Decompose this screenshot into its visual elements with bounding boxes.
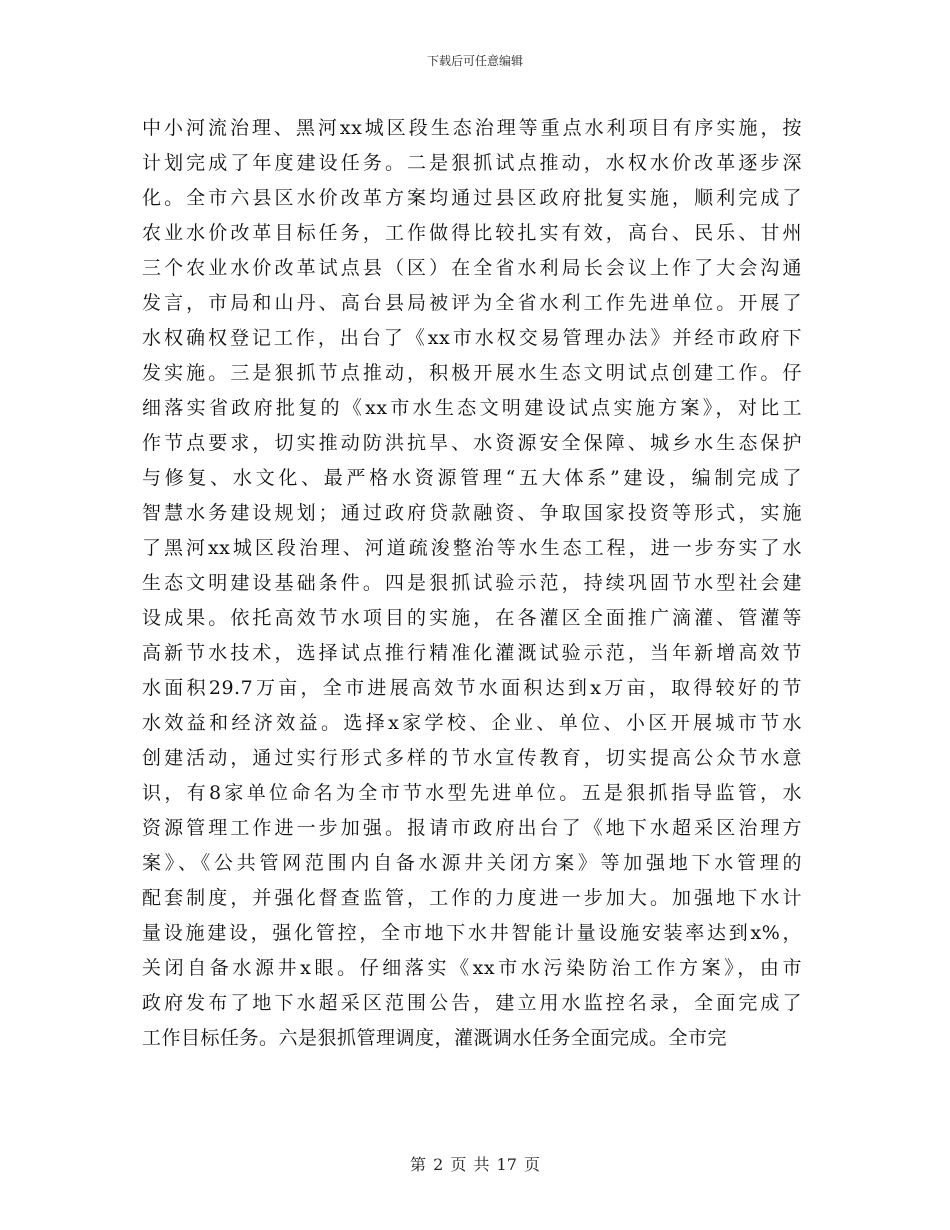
body-text-line: 化。全市六县区水价改革方案均通过县区政府批复实施，顺利完成了 [142,187,802,209]
body-text-line: 案》、《公共管网范围内自备水源井关闭方案》等加强地下水管理的 [142,852,802,874]
body-text-line: 工作目标任务。六是狠抓管理调度，灌溉调水任务全面完成。全市完 [142,1027,728,1049]
page-header [0,54,950,68]
body-text-line: 资源管理工作进一步加强。报请市政府出台了《地下水超采区治理方 [142,817,802,839]
body-text-line: 高新节水技术，选择试点推行精准化灌溉试验示范，当年新增高效节 [142,642,802,664]
body-text-line: 创建活动，通过实行形式多样的节水宣传教育，切实提高公众节水意 [142,747,802,769]
body-text-line: 农业水价改革目标任务，工作做得比较扎实有效，高台、民乐、甘州 [142,222,802,244]
page-footer [0,1155,950,1175]
body-text-line: 关闭自备水源井x眼。仔细落实《xx市水污染防治工作方案》，由市 [142,957,802,979]
body-text-line: 发言，市局和山丹、高台县局被评为全省水利工作先进单位。开展了 [142,292,802,314]
body-text-line: 作节点要求，切实推动防洪抗旱、水资源安全保障、城乡水生态保护 [142,432,802,454]
body-text-line: 三个农业水价改革试点县（区）在全省水利局长会议上作了大会沟通 [142,257,802,279]
body-text-line: 设成果。依托高效节水项目的实施，在各灌区全面推广滴灌、管灌等 [142,607,802,629]
body-text-line: 水面积29.7万亩，全市进展高效节水面积达到x万亩，取得较好的节 [142,677,802,699]
body-text-line: 量设施建设，强化管控，全市地下水井智能计量设施安装率达到x%， [142,922,802,944]
body-text-line: 细落实省政府批复的《xx市水生态文明建设试点实施方案》，对比工 [142,397,802,419]
body-text-line: 智慧水务建设规划；通过政府贷款融资、争取国家投资等形式，实施 [142,502,802,524]
body-text-line: 发实施。三是狠抓节点推动，积极开展水生态文明试点创建工作。仔 [142,362,802,384]
body-text-line: 中小河流治理、黑河xx城区段生态治理等重点水利项目有序实施，按 [142,117,802,139]
body-text-line: 配套制度，并强化督查监管，工作的力度进一步加大。加强地下水计 [142,887,802,909]
body-text-line: 水权确权登记工作，出台了《xx市水权交易管理办法》并经市政府下 [142,327,802,349]
document-body [142,111,802,1056]
body-text-line: 与修复、水文化、最严格水资源管理“五大体系”建设，编制完成了 [142,467,802,489]
body-text-line: 识，有8家单位命名为全市节水型先进单位。五是狠抓指导监管，水 [142,782,802,804]
page-number: 第 2 页 共 17 页 [410,1155,540,1174]
body-text-line: 计划完成了年度建设任务。二是狠抓试点推动，水权水价改革逐步深 [142,152,802,174]
body-text-line: 水效益和经济效益。选择x家学校、企业、单位、小区开展城市节水 [142,712,802,734]
body-text-line: 政府发布了地下水超采区范围公告，建立用水监控名录，全面完成了 [142,992,802,1014]
header-note: 下载后可任意编辑 [426,54,523,68]
body-text-line: 生态文明建设基础条件。四是狠抓试验示范，持续巩固节水型社会建 [142,572,802,594]
body-text-line: 了黑河xx城区段治理、河道疏浚整治等水生态工程，进一步夯实了水 [142,537,802,559]
